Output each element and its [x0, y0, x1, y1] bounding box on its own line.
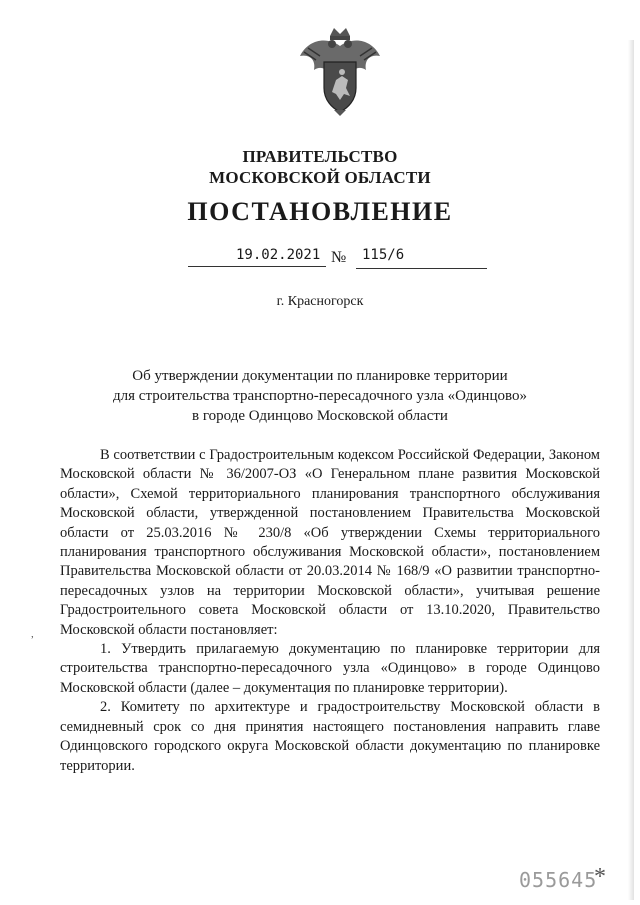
document-subject	[0, 366, 640, 426]
document-city: г. Красногорск	[276, 294, 364, 309]
resolution-item-2: 2. Комитету по архитектуре и градостроительству Московской области в семидневный срок со дня принятия настоящего постановления направить главе Одинцовского городского округа Московской области документацию по планировке территории.	[60, 699, 600, 774]
document-number: 115/6	[362, 247, 405, 263]
coat-of-arms-icon	[296, 26, 384, 118]
date-underline	[188, 266, 326, 267]
government-title	[0, 146, 640, 188]
document-date: 19.02.2021	[236, 247, 321, 263]
org-line-1: ПРАВИТЕЛЬСТВО	[242, 147, 398, 166]
org-line-2: МОСКОВСКОЙ ОБЛАСТИ	[209, 168, 431, 187]
subject-line-1: Об утверждении документации по планировке территории	[132, 368, 508, 384]
subject-line-2: для строительства транспортно-пересадочного узла «Одинцово»	[113, 388, 527, 404]
subject-line-3: в городе Одинцово Московской области	[192, 408, 448, 424]
resolution-item-1: 1. Утвердить прилагаемую документацию по планировке территории для строительства транспортно-пересадочного узла «Одинцово» в городе Одинцово Московской области (далее – документация по планировке территории).	[60, 641, 600, 696]
number-sign: №	[331, 249, 347, 266]
document-type-heading: ПОСТАНОВЛЕНИЕ	[187, 197, 453, 226]
margin-mark: ,	[31, 628, 34, 640]
serial-mark: *	[594, 864, 606, 890]
preamble-paragraph: В соответствии с Градостроительным кодексом Российской Федерации, Законом Московской области № 36/2007-ОЗ «О Генеральном плане развития Московской области», Схемой территориального планирования транспортного обслуживания Московской области, утвержденной постановлением Правительства Московской области от 25.03.2016 № 230/8 «Об утверждении Схемы территориального планирования транспортного обслуживания Московской области», постановлением Правительства Московской области от 20.03.2014 № 168/9 «О развитии транспортно-пересадочных узлов на территории Московской области», учитывая решение Градостроительного совета Московской области от 13.10.2020, Правительство Московской области постановляет:	[60, 447, 600, 638]
serial-number: 055645	[519, 868, 598, 892]
number-underline	[356, 268, 487, 269]
document-body	[60, 446, 600, 776]
